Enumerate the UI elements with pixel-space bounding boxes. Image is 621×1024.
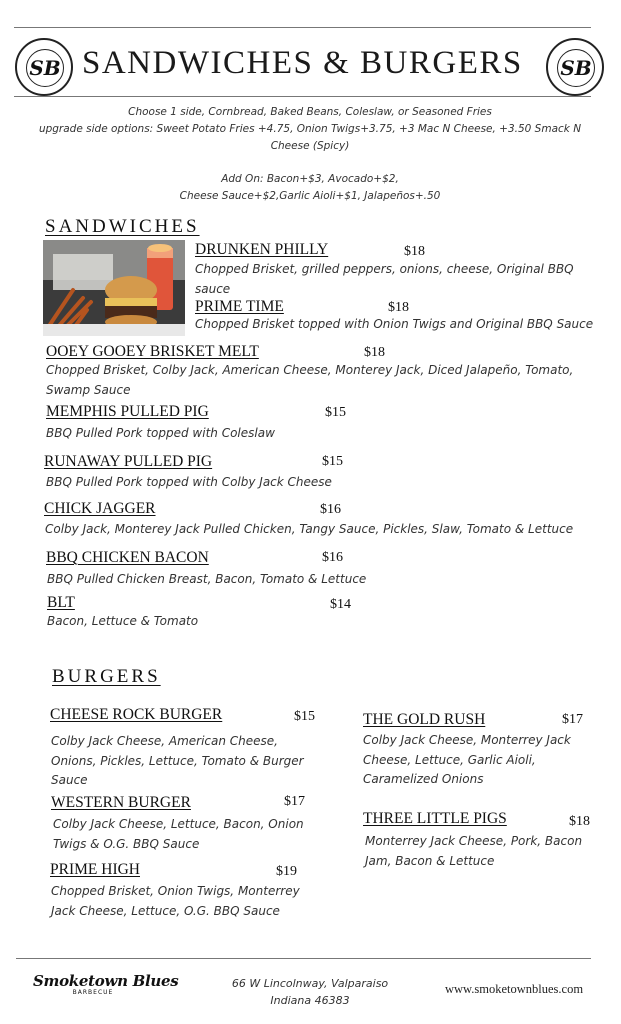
item-price-cheese-rock-burger: $15 (294, 709, 315, 724)
footer-rule (16, 958, 591, 959)
section-heading-burgers: BURGERS (52, 666, 161, 687)
item-price-prime-time: $18 (388, 300, 409, 315)
item-name-western-burger: WESTERN BURGER (51, 794, 191, 811)
item-name-three-little-pigs: THREE LITTLE PIGS (363, 810, 507, 827)
intro-line-addons: Add On: Bacon+$3, Avocado+$2, (221, 173, 399, 185)
footer-address-line2: Indiana 46383 (270, 994, 350, 1007)
intro-sides (10, 104, 610, 155)
item-price-bbq-chicken-bacon: $16 (322, 550, 343, 565)
item-name-drunken-philly: DRUNKEN PHILLY (195, 241, 329, 258)
item-desc-blt: Bacon, Lettuce & Tomato (47, 614, 199, 628)
footer-brand-logo (33, 972, 179, 996)
item-name-cheese-rock-burger: CHEESE ROCK BURGER (50, 706, 223, 723)
item-desc-ooey-gooey: Chopped Brisket, Colby Jack, American Cheese, Monterey Jack, Diced Jalapeño, Tomato, Swamp Sauce (46, 363, 574, 397)
item-name-runaway-pulled-pig: RUNAWAY PULLED PIG (44, 453, 213, 470)
logo-right (546, 38, 604, 96)
intro-line-upgrades-cont: Cheese (Spicy) (270, 140, 350, 152)
item-price-three-little-pigs: $18 (569, 814, 590, 829)
item-price-ooey-gooey: $18 (364, 345, 385, 360)
item-desc-the-gold-rush: Colby Jack Cheese, Monterrey Jack Cheese, Lettuce, Garlic Aioli, Caramelized Onions (363, 733, 571, 786)
item-name-ooey-gooey: OOEY GOOEY BRISKET MELT (46, 343, 259, 360)
item-name-memphis-pulled-pig: MEMPHIS PULLED PIG (46, 403, 209, 420)
footer-brand-sub: BARBECUE (72, 989, 114, 996)
burger-photo-illustration (43, 240, 185, 336)
item-price-runaway-pulled-pig: $15 (322, 454, 343, 469)
item-desc-western-burger: Colby Jack Cheese, Lettuce, Bacon, Onion Twigs & O.G. BBQ Sauce (53, 817, 304, 851)
logo-monogram-left: SB (26, 49, 64, 87)
footer-address (205, 975, 415, 1009)
item-price-western-burger: $17 (284, 794, 305, 809)
item-desc-three-little-pigs: Monterrey Jack Cheese, Pork, Bacon Jam, Bacon & Lettuce (365, 834, 583, 868)
intro-line-sides: Choose 1 side, Cornbread, Baked Beans, Coleslaw, or Seasoned Fries (128, 106, 492, 118)
item-name-prime-high: PRIME HIGH (50, 861, 140, 878)
item-desc-memphis-pulled-pig: BBQ Pulled Pork topped with Coleslaw (46, 426, 275, 440)
logo-monogram-right: SB (557, 49, 595, 87)
item-desc-prime-time: Chopped Brisket topped with Onion Twigs and Original BBQ Sauce (195, 317, 594, 331)
footer-website: www.smoketownblues.com (445, 982, 584, 996)
header-bottom-rule (14, 96, 591, 97)
item-price-prime-high: $19 (276, 864, 297, 879)
page-title: SANDWICHES & BURGERS (82, 45, 523, 81)
item-name-bbq-chicken-bacon: BBQ CHICKEN BACON (46, 549, 209, 566)
item-desc-bbq-chicken-bacon: BBQ Pulled Chicken Breast, Bacon, Tomato & Lettuce (47, 572, 367, 586)
item-name-chick-jagger: CHICK JAGGER (44, 500, 156, 517)
item-desc-drunken-philly: Chopped Brisket, grilled peppers, onions, cheese, Original BBQ sauce (195, 262, 574, 296)
item-desc-cheese-rock-burger: Colby Jack Cheese, American Cheese, Onions, Pickles, Lettuce, Tomato & Burger Sauce (51, 734, 304, 787)
sandwich-photo (43, 240, 185, 336)
section-heading-sandwiches: SANDWICHES (45, 216, 200, 237)
item-price-chick-jagger: $16 (320, 502, 341, 517)
item-desc-chick-jagger: Colby Jack, Monterey Jack Pulled Chicken, Tangy Sauce, Pickles, Slaw, Tomato & Lettuce (45, 522, 574, 536)
item-desc-runaway-pulled-pig: BBQ Pulled Pork topped with Colby Jack Cheese (46, 475, 332, 489)
item-name-the-gold-rush: THE GOLD RUSH (363, 711, 486, 728)
item-name-blt: BLT (47, 594, 75, 611)
item-price-the-gold-rush: $17 (562, 712, 583, 727)
logo-left (15, 38, 73, 96)
item-price-drunken-philly: $18 (404, 244, 425, 259)
item-name-prime-time: PRIME TIME (195, 298, 284, 315)
intro-line-upgrades: upgrade side options: Sweet Potato Fries +4.75, Onion Twigs+3.75, +3 Mac N Cheese, +3.50 Smack N (38, 123, 582, 135)
intro-addons (10, 171, 610, 205)
item-price-memphis-pulled-pig: $15 (325, 405, 346, 420)
item-price-blt: $14 (330, 597, 351, 612)
item-desc-prime-high: Chopped Brisket, Onion Twigs, Monterrey Jack Cheese, Lettuce, O.G. BBQ Sauce (51, 884, 300, 918)
intro-line-addons-cont: Cheese Sauce+$2,Garlic Aioli+$1, Jalapeños+.50 (179, 190, 441, 202)
top-rule (14, 27, 591, 28)
footer-address-line1: 66 W Lincolnway, Valparaiso (231, 977, 389, 990)
footer-brand-name: Smoketown Blues (33, 972, 179, 990)
